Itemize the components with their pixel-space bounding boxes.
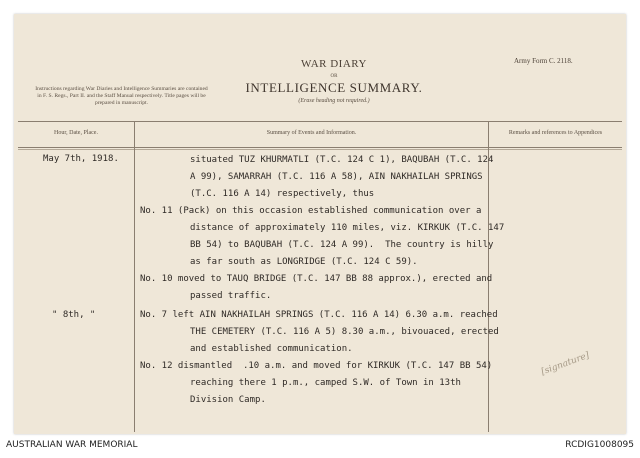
entry-line: A 99), SAMARRAH (T.C. 116 A 58), AIN NAKHAILAH SPRINGS [190,172,483,182]
erase-heading-note: (Erase heading not required.) [298,98,370,104]
entry-line: No. 11 (Pack) on this occasion established communication over a [140,206,482,216]
date-8th: " 8th, " [52,310,96,320]
column-divider-1 [134,121,135,432]
entry-line: (T.C. 116 A 14) respectively, thus [190,189,375,199]
entry-line: No. 12 dismantled .10 a.m. and moved for KIRKUK (T.C. 147 BB 54) [140,361,493,371]
entry-line: situated TUZ KHURMATLI (T.C. 124 C 1), BAQUBAH (T.C. 124 [190,155,494,165]
entry-line: distance of approximately 110 miles, viz. KIRKUK (T.C. 147 [190,223,505,233]
footer-record-id: RCDIG1008095 [565,440,634,450]
header-rule-double [18,149,622,150]
entry-line: passed traffic. [190,291,272,301]
entry-line: and established communication. [190,344,353,354]
entry-line: reaching there 1 p.m., camped S.W. of Town in 13th [190,378,461,388]
title-or: OR [330,74,338,79]
diary-page [14,14,626,434]
entry-line: as far south as LONGRIDGE (T.C. 124 C 59). [190,257,418,267]
column-head-remarks: Remarks and references to Appendices [508,130,603,136]
header-rule [18,147,622,148]
top-rule [18,121,622,122]
column-head-summary: Summary of Events and Information. [266,130,357,136]
entry-line: BB 54) to BAQUBAH (T.C. 124 A 99). The country is hilly [190,240,494,250]
column-head-date-place: Hour, Date, Place. [54,130,98,136]
entry-line: No. 10 moved to TAUQ BRIDGE (T.C. 147 BB 88 approx.), erected and [140,274,493,284]
footer-source: AUSTRALIAN WAR MEMORIAL [6,440,138,450]
entry-line: Division Camp. [190,395,266,405]
handwritten-signature: [signature] [540,350,591,378]
entry-line: No. 7 left AIN NAKHAILAH SPRINGS (T.C. 116 A 14) 6.30 a.m. reached [140,310,498,320]
army-form-number: Army Form C. 2118. [514,57,573,65]
intelligence-summary-title: INTELLIGENCE SUMMARY. [245,80,423,95]
war-diary-title: WAR DIARY [301,58,367,70]
date-may-7th: May 7th, 1918. [43,154,119,164]
instructions-text: Instructions regarding War Diaries and Intelligence Summaries are contained in F. S. Regs., Part II. and the Staff Manual respectively. Title pages will be prepared in manuscript. [35,86,208,106]
entry-line: THE CEMETERY (T.C. 116 A 5) 8.30 a.m., bivouaced, erected [190,327,499,337]
